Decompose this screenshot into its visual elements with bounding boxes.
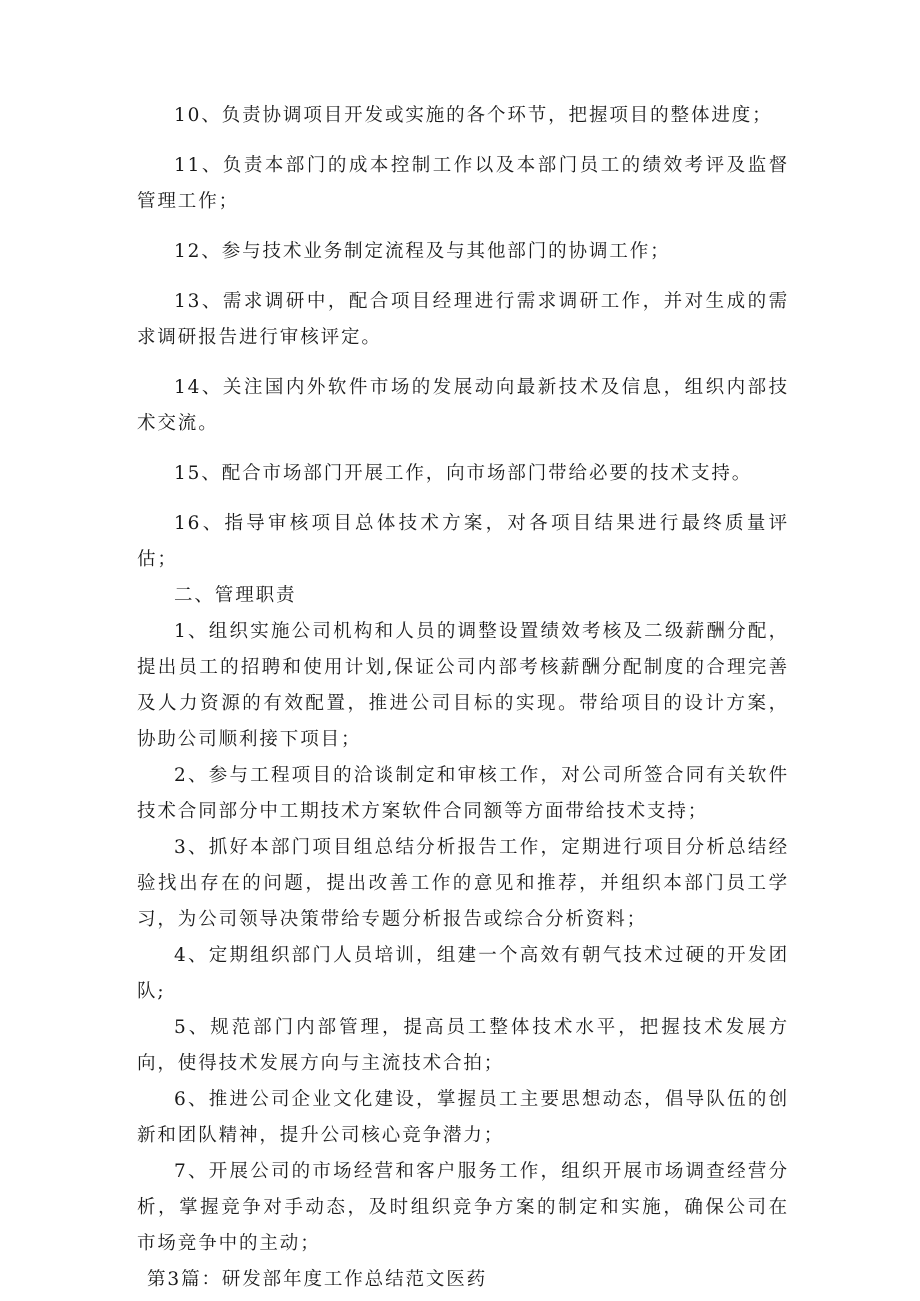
duty-item-11: 11、负责本部门的成本控制工作以及本部门员工的绩效考评及监督管理工作； <box>137 155 789 212</box>
duty-item-13: 13、需求调研中，配合项目经理进行需求调研工作，并对生成的需求调研报告进行审核评定。 <box>137 291 789 348</box>
management-heading: 二、管理职责 <box>174 585 297 606</box>
duty-item-12: 12、参与技术业务制定流程及与其他部门的协调工作； <box>174 241 671 262</box>
duty-item-10: 10、负责协调项目开发或实施的各个环节，把握项目的整体进度； <box>174 105 773 126</box>
duty-item-15: 15、配合市场部门开展工作，向市场部门带给必要的技术支持。 <box>174 463 753 484</box>
management-item-5: 5、规范部门内部管理，提高员工整体技术水平，把握技术发展方向，使得技术发展方向与主流技术合拍； <box>137 1017 789 1074</box>
duty-item-14: 14、关注国内外软件市场的发展动向最新技术及信息，组织内部技术交流。 <box>137 377 789 434</box>
management-item-1: 1、组织实施公司机构和人员的调整设置绩效考核及二级薪酬分配，提出员工的招聘和使用计划,保证公司内部考核薪酬分配制度的合理完善及人力资源的有效配置，推进公司目标的实现。带给项目的设计方案，协助公司顺利接下项目； <box>137 621 789 750</box>
document-body <box>137 98 789 1298</box>
management-item-6: 6、推进公司企业文化建设，掌握员工主要思想动态，倡导队伍的创新和团队精神，提升公司核心竞争潜力； <box>137 1089 789 1146</box>
next-section-title: 第3篇：研发部年度工作总结范文医药 <box>147 1269 488 1290</box>
management-item-4: 4、定期组织部门人员培训，组建一个高效有朝气技术过硬的开发团队; <box>137 945 789 1002</box>
management-item-2: 2、参与工程项目的洽谈制定和审核工作，对公司所签合同有关软件技术合同部分中工期技术方案软件合同额等方面带给技术支持； <box>137 765 789 822</box>
management-item-3: 3、抓好本部门项目组总结分析报告工作，定期进行项目分析总结经验找出存在的问题，提出改善工作的意见和推荐，并组织本部门员工学习，为公司领导决策带给专题分析报告或综合分析资料； <box>137 837 789 930</box>
management-item-7: 7、开展公司的市场经营和客户服务工作，组织开展市场调查经营分析，掌握竞争对手动态，及时组织竞争方案的制定和实施，确保公司在市场竞争中的主动； <box>137 1161 789 1254</box>
duty-item-16: 16、指导审核项目总体技术方案，对各项目结果进行最终质量评估； <box>137 513 789 570</box>
